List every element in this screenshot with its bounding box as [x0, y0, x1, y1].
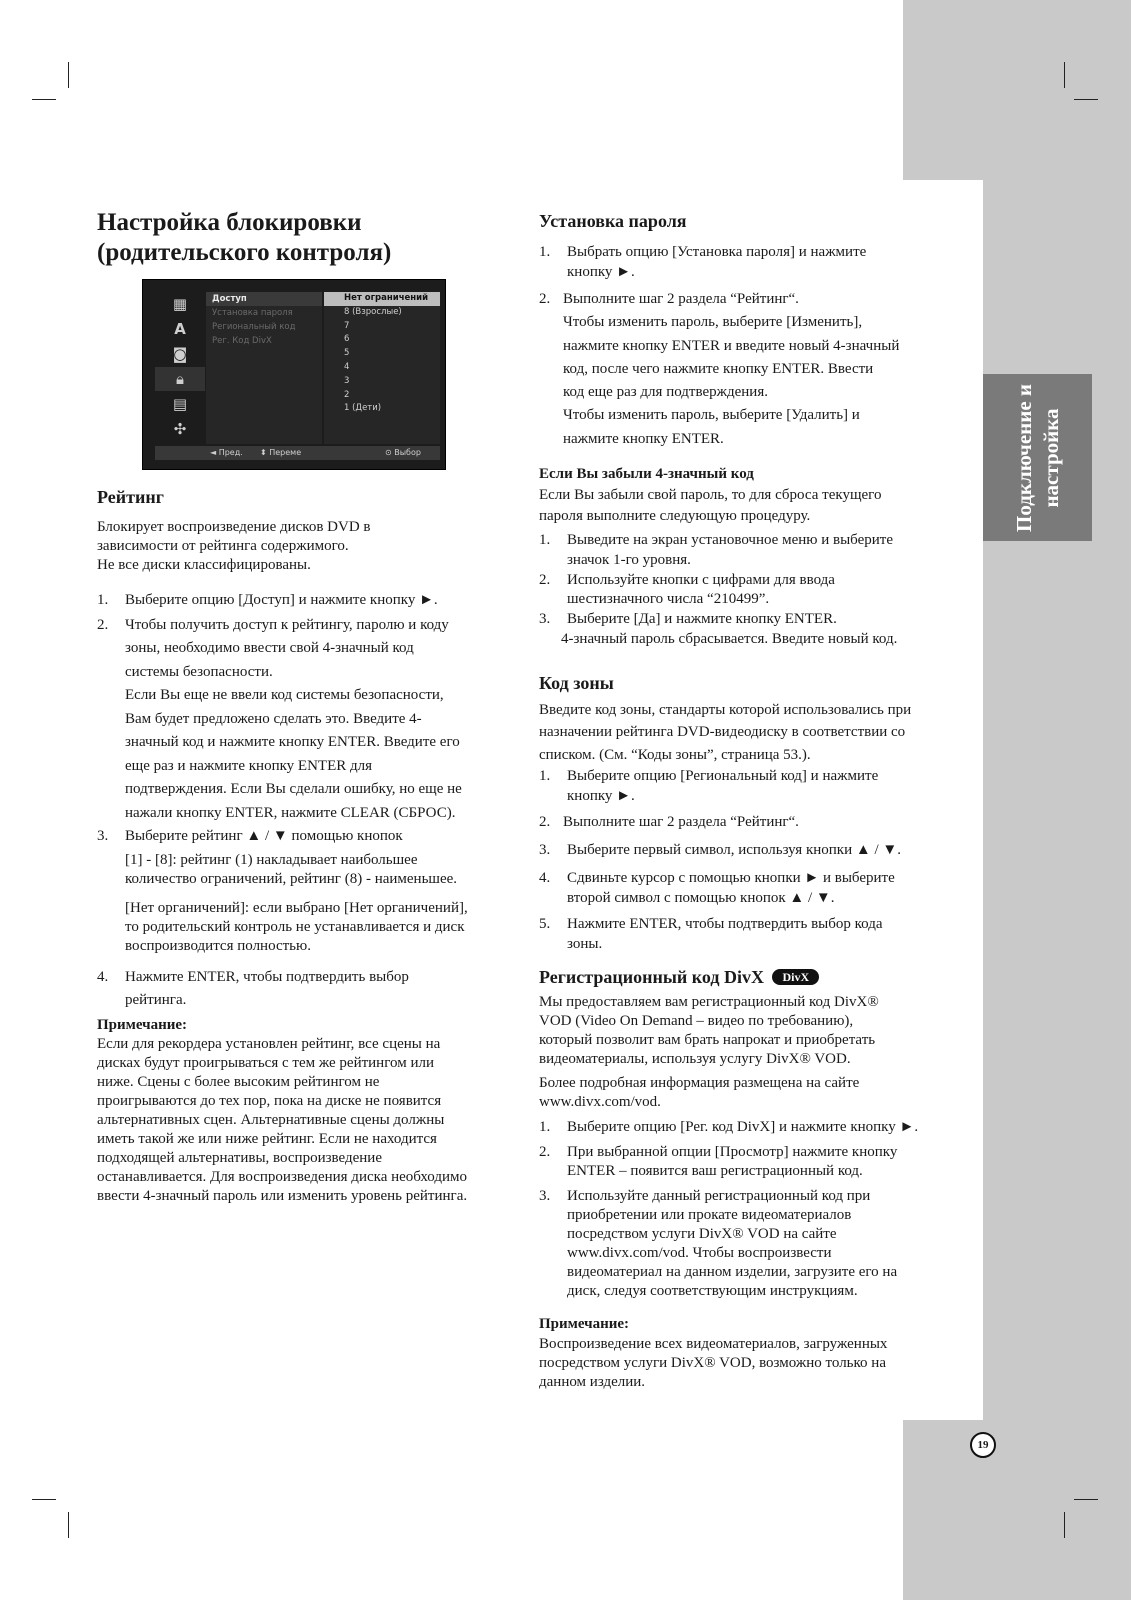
text-line: нажмите кнопку ENTER. [563, 430, 724, 447]
text-line: посредством услуги DivX® VOD на сайте [567, 1226, 837, 1243]
step-number: 3. [539, 842, 551, 859]
text-line: подходящей альтернативы, воспроизведение [97, 1149, 382, 1166]
text-line: подтверждения. Если Вы сделали ошибку, но еще не [125, 781, 462, 797]
osd-screenshot [142, 279, 446, 470]
text-line: Не все диски классифицированы. [97, 557, 311, 573]
left-column [97, 208, 515, 268]
text-line: второй символ с помощью кнопок ▲ / ▼. [567, 890, 835, 907]
osd-menu-item: Доступ [206, 292, 322, 306]
section-tab-label [1011, 383, 1065, 531]
text-line: [1] - [8]: рейтинг (1) накладывает наибольшее [125, 851, 418, 868]
osd-option: Нет ограничений [324, 292, 440, 306]
step-number: 3. [539, 611, 551, 628]
text-line: VOD (Video On Demand – видео по требованию), [539, 1013, 854, 1030]
step-text: Выполните шаг 2 раздела “Рейтинг“. [563, 814, 799, 831]
text-line: Нажмите ENTER, чтобы подтвердить выбор [125, 968, 409, 985]
list-item [539, 766, 959, 806]
text-line: иметь такой же или ниже рейтинг. Если не находится [97, 1130, 437, 1147]
section-tab-line1: Подключение и [1011, 383, 1036, 532]
step-number: 3. [97, 828, 109, 844]
text-line: то родительский контроль не устанавливается и диск [125, 918, 465, 935]
divx-intro [539, 993, 959, 1069]
text-line: Воспроизведение всех видеоматериалов, загруженных [539, 1336, 888, 1353]
osd-option: 1 (Дети) [344, 403, 382, 414]
list-item [97, 825, 515, 956]
list-item [539, 531, 959, 571]
list-item [97, 589, 515, 613]
step-number: 2. [539, 1144, 551, 1161]
text-line: списком. (См. “Коды зоны”, страница 53.). [539, 746, 811, 763]
step-number: 2. [539, 291, 551, 307]
forgot-code-steps [539, 531, 959, 650]
osd-option: 3 [344, 375, 350, 386]
forgot-code-intro [539, 485, 959, 527]
text-line: нажали кнопку ENTER, нажмите CLEAR (СБРОС). [125, 804, 456, 821]
text-line: Если Вы забыли свой пароль, то для сброса текущего [539, 487, 882, 504]
text-line: код еще раз для подтверждения. [563, 384, 768, 401]
list-item [539, 868, 959, 908]
right-column [539, 210, 959, 1392]
osd-option: 7 [344, 320, 350, 331]
list-item [539, 1187, 959, 1301]
text-line: значный код и нажмите кнопку ENTER. Введите его [125, 734, 460, 750]
rating-intro [97, 518, 515, 575]
password-heading: Установка пароля [539, 211, 687, 231]
step-number: 1. [539, 1119, 551, 1136]
list-item [539, 840, 959, 860]
text-line: Выполните шаг 2 раздела “Рейтинг“. [563, 291, 799, 307]
text-line: зависимости от рейтинга содержимого. [97, 538, 349, 554]
text-line: Выберите опцию [Региональный код] и нажмите [567, 768, 879, 785]
step-number: 2. [539, 571, 551, 588]
text-line: При выбранной опции [Просмотр] нажмите кнопку [567, 1144, 898, 1161]
text-line: www.divx.com/vod. Чтобы воспроизвести [567, 1245, 832, 1262]
text-line: Чтобы получить доступ к рейтингу, паролю и коду [125, 616, 449, 633]
osd-menu-item: Установка пароля [212, 308, 293, 318]
disc-icon: ▦ [172, 295, 188, 313]
text-line: Более подробная информация размещена на сайте [539, 1075, 860, 1092]
text-line: www.divx.com/vod. [539, 1094, 661, 1111]
crop-mark [32, 99, 56, 100]
step-text: Выберите первый символ, используя кнопки ▲ / ▼. [567, 842, 901, 859]
side-band-bottom [903, 1420, 1131, 1600]
forgot-code-heading: Если Вы забыли 4-значный код [539, 466, 754, 483]
page-number: 19 [970, 1432, 996, 1458]
osd-option: 8 (Взрослые) [344, 306, 402, 317]
text-line: Нажмите ENTER, чтобы подтвердить выбор кода [567, 916, 883, 933]
step-number: 5. [539, 916, 551, 933]
audio-icon: ◙ [172, 345, 188, 363]
text-line: ниже. Сцены с более высоким рейтингом не [97, 1073, 380, 1090]
crop-mark [1074, 1499, 1098, 1500]
text-line: Выберите [Да] и нажмите кнопку ENTER. [567, 611, 837, 628]
text-line: Если Вы еще не ввели код системы безопасности, [125, 687, 444, 703]
step-number: 1. [97, 592, 109, 608]
password-steps [539, 242, 959, 451]
crop-mark [1064, 1512, 1065, 1538]
text-line: Введите код зоны, стандарты которой использовались при [539, 701, 912, 718]
text-line: Сдвиньте курсор с помощью кнопки ► и выберите [567, 870, 895, 887]
osd-help-bar [155, 446, 440, 460]
divx-steps [539, 1118, 959, 1301]
rating-section [97, 486, 515, 1206]
text-line: зоны, необходимо ввести свой 4-значный код [125, 640, 414, 656]
lock-icon: 🔒︎ [155, 367, 205, 391]
text-line: диск, следуя соответствующим инструкциям. [567, 1283, 858, 1300]
others-icon: ✣ [173, 420, 187, 438]
text-line: Чтобы изменить пароль, выберите [Изменить], [563, 314, 863, 331]
osd-menu-item: Рег. Код DivX [212, 336, 272, 346]
film-icon: ▤ [172, 395, 188, 413]
list-item [539, 1143, 959, 1181]
text-line: дисках будут проигрываться с тем же рейтингом или [97, 1054, 434, 1071]
divx-logo: DivX [772, 969, 819, 985]
note-heading: Примечание: [539, 1316, 630, 1333]
osd-option: 6 [344, 334, 350, 345]
page-title-line1: Настройка блокировки [97, 209, 362, 236]
text-line: Если для рекордера установлен рейтинг, все сцены на [97, 1035, 441, 1052]
text-line: Выбрать опцию [Установка пароля] и нажмите [567, 244, 867, 260]
text-line: ввести 4-значный пароль или изменить уровень рейтинга. [97, 1187, 468, 1204]
text-line: 4-значный пароль сбрасывается. Введите новый код. [561, 631, 898, 648]
osd-menu-item: Региональный код [212, 322, 296, 332]
text-line: ENTER – появится ваш регистрационный код. [567, 1163, 863, 1180]
osd-help-prev: ◄ Пред. [210, 448, 243, 457]
text-line: который позволит вам брать напрокат и приобретать [539, 1032, 876, 1049]
section-tab-line2: настройка [1038, 407, 1063, 508]
osd-menu-list [206, 292, 322, 444]
text-line: значок 1-го уровня. [567, 551, 691, 568]
step-text: Выберите опцию [Рег. код DivX] и нажмите кнопку ►. [567, 1119, 919, 1136]
list-item [539, 288, 959, 451]
list-item [539, 1118, 959, 1137]
zone-code-intro [539, 699, 959, 767]
text-line: пароля выполните следующую процедуру. [539, 508, 811, 525]
text-line: Вам будет предложено сделать это. Введите 4- [125, 710, 422, 727]
text-line: останавливается. Для воспроизведения диска необходимо [97, 1168, 467, 1185]
page-title-line2: (родительского контроля) [97, 239, 392, 266]
text-line: кнопку ►. [567, 264, 635, 280]
divx-heading-text: Регистрационный код DivX [539, 967, 764, 988]
rating-range-note [125, 851, 515, 889]
no-limit-note [125, 899, 515, 956]
list-item [97, 614, 515, 826]
text-line: код, после чего нажмите кнопку ENTER. Ввести [563, 360, 874, 377]
page-title [97, 208, 515, 268]
text-line: еще раз и нажмите кнопку ENTER для [125, 757, 373, 774]
text-line: данном изделии. [539, 1374, 646, 1391]
step-number: 4. [539, 870, 551, 887]
crop-mark [68, 62, 69, 88]
osd-icon-column [155, 292, 205, 444]
side-band-top [903, 0, 1131, 180]
side-band [983, 180, 1131, 1420]
text-line: назначении рейтинга DVD-видеодиску в соответствии со [539, 724, 906, 741]
text-line: воспроизводится полностью. [125, 937, 311, 954]
list-item [539, 610, 959, 650]
text-line: кнопку ►. [567, 788, 635, 805]
text-line: приобретении или прокате видеоматериалов [567, 1207, 852, 1224]
text-line: [Нет органичений]: если выбрано [Нет органичений], [125, 899, 468, 916]
text-line: посредством услуги DivX® VOD, возможно только на [539, 1355, 886, 1372]
text-line: зоны. [567, 936, 603, 953]
step-number: 1. [539, 532, 551, 549]
step-text: Выберите рейтинг ▲ / ▼ помощью кнопок [125, 828, 403, 844]
step-number: 2. [97, 616, 109, 633]
text-line: Используйте данный регистрационный код при [567, 1188, 871, 1205]
list-item [539, 812, 959, 832]
text-line: рейтинга. [125, 992, 187, 1008]
text-line: шестизначного числа “210499”. [567, 591, 770, 608]
crop-mark [1064, 62, 1065, 88]
osd-option: 4 [344, 361, 350, 372]
step-text: Выберите опцию [Доступ] и нажмите кнопку ►. [125, 592, 438, 608]
zone-code-heading: Код зоны [539, 672, 614, 693]
crop-mark [68, 1512, 69, 1538]
text-line: системы безопасности. [125, 663, 273, 680]
osd-help-select: ⊙ Выбор [385, 448, 421, 457]
step-number: 3. [539, 1188, 551, 1205]
crop-mark [1074, 99, 1098, 100]
crop-mark [32, 1499, 56, 1500]
osd-option-list [324, 292, 440, 444]
text-line: нажмите кнопку ENTER и введите новый 4-значный [563, 337, 900, 354]
step-number: 2. [539, 814, 551, 831]
step-number: 4. [97, 968, 109, 985]
divx-more-info [539, 1074, 959, 1112]
rating-steps [97, 589, 515, 1013]
text-line: Блокирует воспроизведение дисков DVD в [97, 519, 371, 535]
step-number: 1. [539, 768, 551, 785]
note-body [539, 1335, 959, 1392]
osd-option: 2 [344, 389, 350, 400]
osd-option: 5 [344, 348, 350, 359]
text-line: Используйте кнопки с цифрами для ввода [567, 571, 835, 588]
list-item [539, 242, 959, 282]
note-heading: Примечание: [97, 1016, 188, 1033]
note-body [97, 1035, 515, 1206]
text-line: проигрываются до тех пор, пока на диске не появится [97, 1092, 442, 1109]
list-item [539, 914, 959, 954]
text-line: видеоматериал на данном изделии, загрузите его на [567, 1264, 898, 1281]
text-line: Чтобы изменить пароль, выберите [Удалить] и [563, 407, 860, 424]
text-line: видеоматериалы, используя услугу DivX® VOD. [539, 1051, 851, 1068]
text-line: количество ограничений, рейтинг (8) - наименьшее. [125, 870, 458, 887]
text-line: альтернативных сцен. Альтернативные сцены должны [97, 1111, 445, 1128]
list-item [97, 966, 515, 1013]
zone-code-steps [539, 766, 959, 954]
section-tab [983, 374, 1092, 541]
osd-help-move: ⬍ Переме [260, 448, 302, 457]
step-number: 1. [539, 244, 551, 260]
text-line: Выведите на экран установочное меню и выберите [567, 532, 893, 549]
divx-heading [539, 966, 959, 988]
list-item [539, 571, 959, 611]
text-line: Мы предоставляем вам регистрационный код DivX® [539, 994, 879, 1011]
language-icon: A [174, 320, 186, 338]
rating-heading: Рейтинг [97, 487, 164, 507]
